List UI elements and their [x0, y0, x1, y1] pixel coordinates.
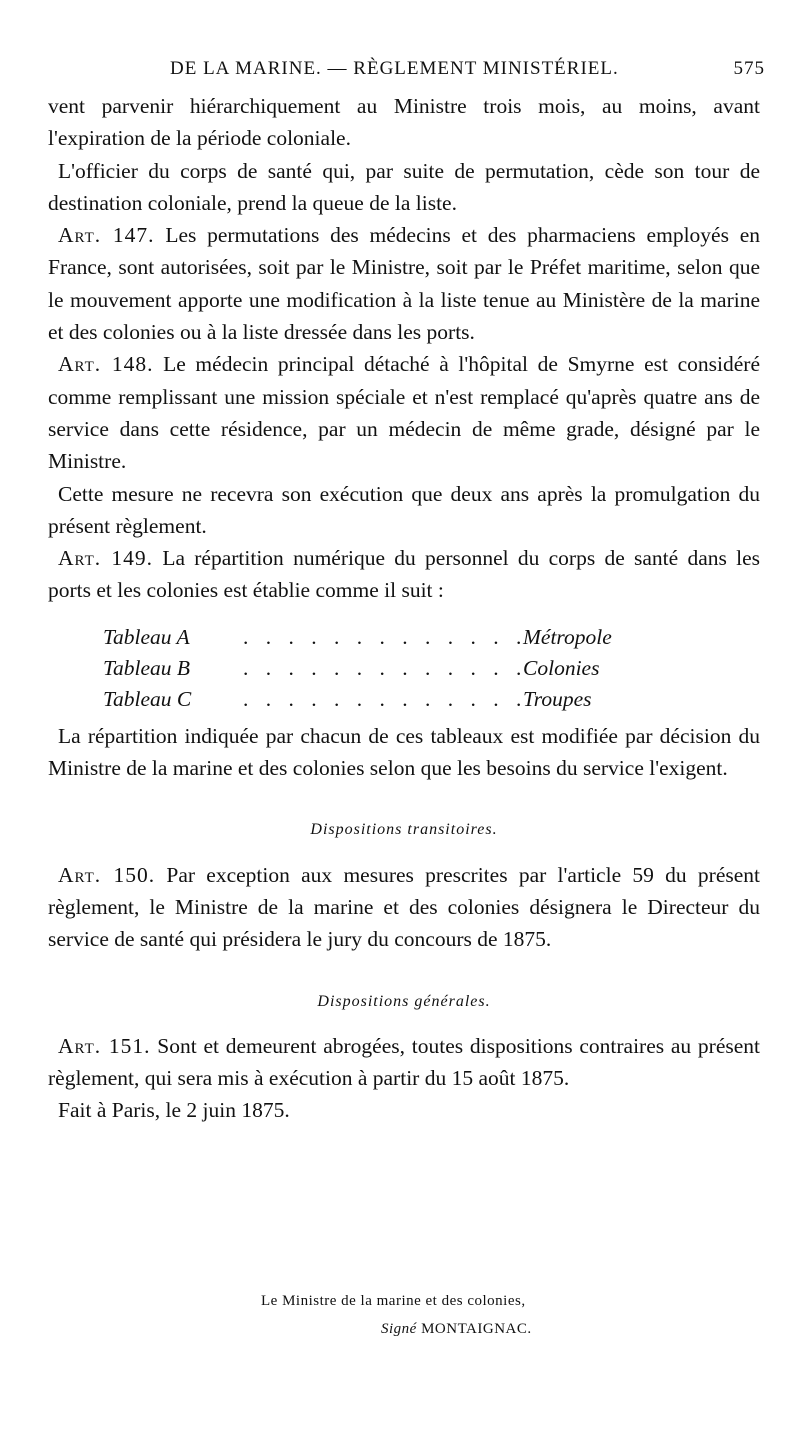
signature-line [48, 1315, 760, 1343]
signature-title: Le Ministre de la marine et des colonies, [261, 1293, 526, 1309]
article-150-label: Art. 150. [58, 862, 156, 887]
tables-list [48, 621, 760, 714]
section-title-generales: Dispositions générales. [317, 992, 491, 1010]
running-header [40, 58, 765, 88]
article-147-label: Art. 147. [58, 223, 155, 248]
article-149-label: Art. 149. [58, 546, 154, 571]
article-148-text: Le médecin principal détaché à l'hôpital de Smyrne est considéré comme remplissant une mission spéciale et n'est remplacé qu'après quatre ans de service dans cette résidence, par un médecin de même grade, désigné par le Ministre. [48, 352, 761, 474]
table-row [48, 621, 760, 652]
article-151-text: Sont et demeurent abrogées, toutes dispositions contraires au présent règlement, qui sera mis à exécution à partir du 15 août 1875. [48, 1033, 760, 1091]
signe-label: Signé [381, 1321, 417, 1337]
table-row [48, 683, 760, 714]
article-151-label: Art. 151. [58, 1033, 151, 1058]
signature-block [48, 1287, 760, 1343]
article-147 [48, 219, 760, 348]
article-149 [48, 542, 760, 607]
article-150 [48, 859, 760, 956]
article-147-text: Les permutations des médecins et des pharmaciens employés en France, sont autorisées, soit par le Ministre, soit par le Préfet maritime, selon que le mouvement apporte une modification à la liste tenue au Ministère de la marine et des colonies ou à la liste dressée dans les ports. [48, 223, 760, 345]
article-150-text: Par exception aux mesures prescrites par l'article 59 du présent règlement, le Ministre de la marine et des colonies désignera le Directeur du service de santé qui présidera le jury du concours de 1875. [48, 862, 761, 952]
paragraph-permutation: L'officier du corps de santé qui, par suite de permutation, cède son tour de destination coloniale, prend la queue de la liste. [48, 158, 760, 215]
page-number: 575 [733, 58, 765, 79]
paragraph-repartition: La répartition indiquée par chacun de ces tableaux est modifiée par décision du Ministre de la marine et des colonies selon que les besoins du service l'exigent. [48, 723, 760, 781]
running-title: DE LA MARINE. — RÈGLEMENT MINISTÉRIEL. [170, 58, 619, 79]
paragraph-cette-mesure: Cette mesure ne recevra son exécution que deux ans après la promulgation du présent règlement. [48, 481, 760, 538]
leader-dots: . . . . . . . . . . . . . [243, 686, 528, 711]
table-destination: Colonies [523, 655, 600, 680]
table-row [48, 652, 760, 683]
table-name: Tableau C [103, 686, 192, 711]
article-151 [48, 1030, 760, 1095]
section-title-transitoires: Dispositions transitoires. [310, 821, 498, 839]
article-149-text: La répartition numérique du personnel du corps de santé dans les ports et les colonies est établie comme il suit : [48, 546, 761, 603]
document-body [48, 90, 760, 1127]
leader-dots: . . . . . . . . . . . . . [243, 655, 528, 680]
signatory-name: MONTAIGNAC. [421, 1321, 532, 1337]
paragraph-continuation: vent parvenir hiérarchiquement au Ministre trois mois, au moins, avant l'expiration de la période coloniale. [48, 94, 760, 151]
article-148-label: Art. 148. [58, 352, 154, 377]
leader-dots: . . . . . . . . . . . . . [243, 624, 528, 649]
table-destination: Troupes [523, 686, 592, 711]
article-148 [48, 348, 760, 477]
fait-a-paris: Fait à Paris, le 2 juin 1875. [58, 1098, 290, 1123]
table-name: Tableau B [103, 655, 191, 680]
table-name: Tableau A [103, 624, 190, 649]
table-destination: Métropole [523, 624, 612, 649]
